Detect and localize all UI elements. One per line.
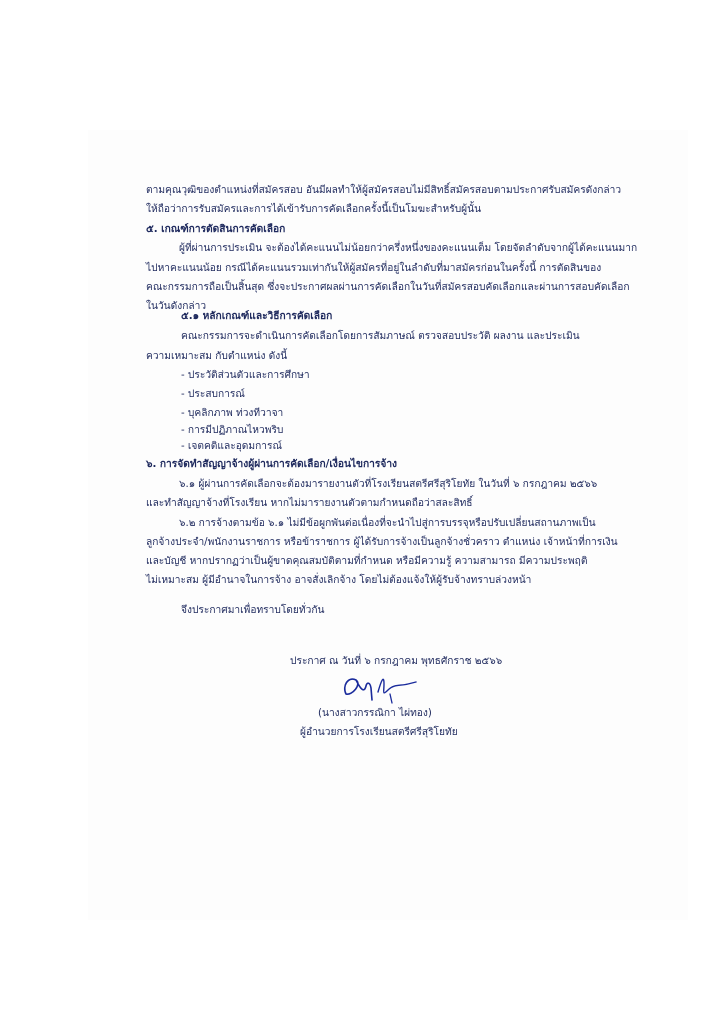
section-6-2-text: และบัญชี หากปรากฏว่าเป็นผู้ขาดคุณสมบัติตามที่กำหนด หรือมีความรู้ ความสามารถ มีความประพฤติ [146,556,588,567]
section-5-1-text: ความเหมาะสม กับตำแหน่ง ดังนี้ [146,351,288,362]
section-5-1-text: คณะกรรมการจะดำเนินการคัดเลือกโดยการสัมภาษณ์ ตรวจสอบประวัติ ผลงาน และประเมิน [181,331,580,342]
section-6-2-text: ลูกจ้างประจำ/พนักงานราชการ หรือข้าราชการ ผู้ได้รับการจ้างเป็นลูกจ้างชั่วคราว ตำแหน่ง เจ้าหน้าที่การเงิน [146,537,618,548]
section-6-1-text: ๖.๑ ผู้ผ่านการคัดเลือกจะต้องมารายงานตัวที่โรงเรียนสตรีศรีสุริโยทัย ในวันที่ ๖ กรกฎาคม ๒๕๖๖ [179,479,598,490]
section-5-1-heading: ๕.๑ หลักเกณฑ์และวิธีการคัดเลือก [181,311,333,322]
criteria-item: - ประสบการณ์ [181,389,245,400]
section-6-2-text: ๖.๒ การจ้างตามข้อ ๖.๑ ไม่มีข้อผูกพันต่อเนื่องที่จะนำไปสู่การบรรจุหรือปรับเปลี่ยนสถานภาพเป็น [179,518,596,529]
signer-name: (นางสาวกรรณิกา ไผ่ทอง) [318,708,432,719]
paragraph-continuation-line: ตามคุณวุฒิของตำแหน่งที่สมัครสอบ อันมีผลทำให้ผู้สมัครสอบไม่มีสิทธิ์สมัครสอบตามประกาศรับสมัครดังกล่าว [146,185,622,196]
criteria-item: - บุคลิกภาพ ท่วงทีวาจา [181,408,284,419]
section-5-text: คณะกรรมการถือเป็นสิ้นสุด ซึ่งจะประกาศผลผ่านการคัดเลือกในวันที่สมัครสอบคัดเลือกและผ่านการสอบคัดเลือก [146,282,630,293]
handwritten-signature [338,672,420,706]
section-5-text: ผู้ที่ผ่านการประเมิน จะต้องได้คะแนนไม่น้อยกว่าครึ่งหนึ่งของคะแนนเต็ม โดยจัดลำดับจากผู้ได้คะแนนมาก [179,243,638,254]
section-6-heading: ๖. การจัดทำสัญญาจ้างผู้ผ่านการคัดเลือก/เงื่อนไขการจ้าง [146,459,398,470]
section-5-heading: ๕. เกณฑ์การตัดสินการคัดเลือก [146,224,286,235]
section-6-2-text: ไม่เหมาะสม ผู้มีอำนาจในการจ้าง อาจสั่งเลิกจ้าง โดยไม่ต้องแจ้งให้ผู้รับจ้างทราบล่วงหน้า [146,575,532,586]
criteria-item: - การมีปฏิภาณไหวพริบ [181,425,284,436]
closing-statement: จึงประกาศมาเพื่อทราบโดยทั่วกัน [181,605,325,616]
announcement-date: ประกาศ ณ วันที่ ๖ กรกฎาคม พุทธศักราช ๒๕๖๖ [290,656,503,667]
section-5-text: ในวันดังกล่าว [146,301,207,312]
paragraph-continuation-line: ให้ถือว่าการรับสมัครและการได้เข้ารับการคัดเลือกครั้งนี้เป็นโมฆะสำหรับผู้นั้น [146,204,482,215]
criteria-item: - ประวัติส่วนตัวและการศึกษา [181,370,310,381]
section-5-text: ไปหาคะแนนน้อย กรณีได้คะแนนรวมเท่ากันให้ผู้สมัครที่อยู่ในลำดับที่มาสมัครก่อนในครั้งนี้ การตัดสินของ [146,263,602,274]
signer-title: ผู้อำนวยการโรงเรียนสตรีศรีสุริโยทัย [300,727,458,738]
section-6-1-text: และทำสัญญาจ้างที่โรงเรียน หากไม่มารายงานตัวตามกำหนดถือว่าสละสิทธิ์ [146,498,473,509]
criteria-item: - เจตคติและอุดมการณ์ [181,441,282,452]
